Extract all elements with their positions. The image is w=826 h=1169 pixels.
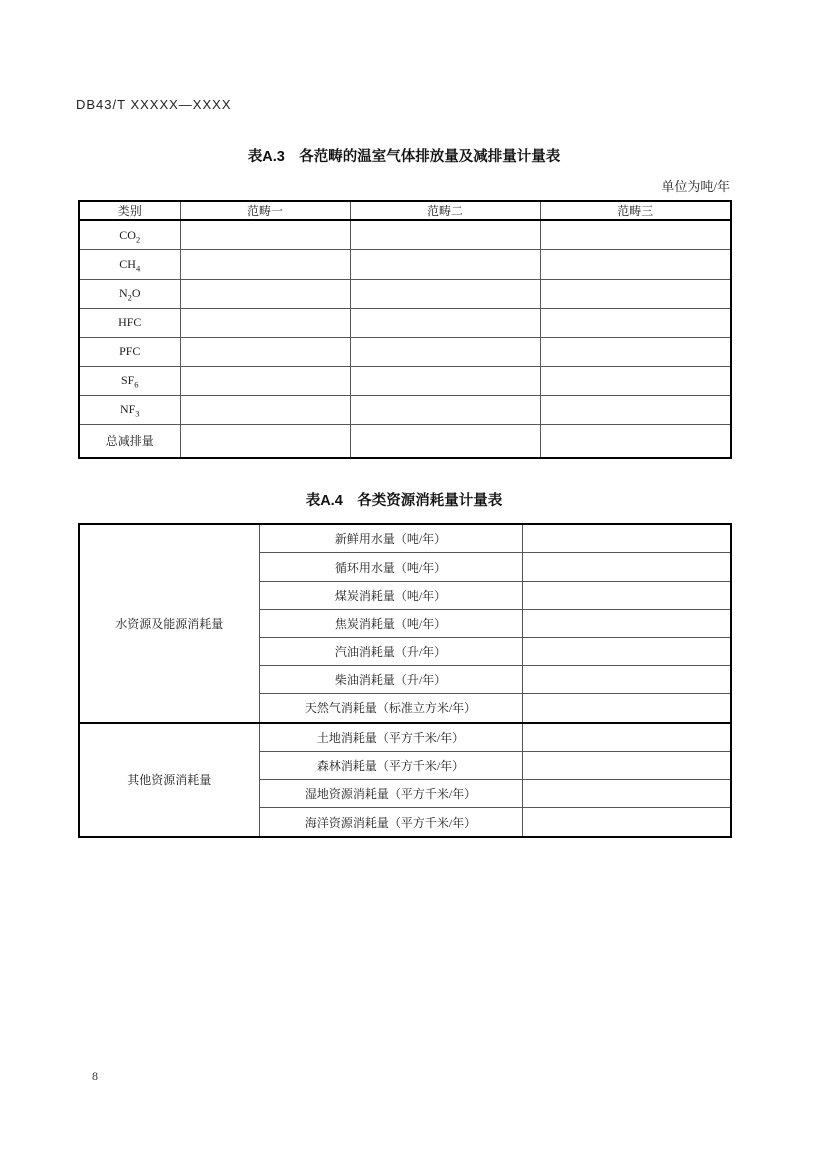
value-cell — [180, 279, 350, 308]
value-cell — [540, 250, 731, 279]
resource-label-cell: 焦炭消耗量（吨/年） — [259, 609, 522, 637]
table-row — [79, 308, 731, 337]
value-cell — [522, 553, 731, 581]
value-cell — [350, 220, 540, 250]
gas-label-cell: $NF_3$ — [79, 395, 180, 424]
value-cell — [540, 366, 731, 395]
resource-label-cell: 天然气消耗量（标准立方米/年） — [259, 694, 522, 723]
table-row — [79, 337, 731, 366]
gas-label-cell: $N_2O$ — [79, 279, 180, 308]
resource-label-cell: 汽油消耗量（升/年） — [259, 637, 522, 665]
table-a3-header-row — [79, 201, 731, 220]
value-cell — [522, 780, 731, 808]
table-a3 — [78, 200, 732, 459]
value-cell — [522, 609, 731, 637]
column-header-scope2: 范畴二 — [350, 201, 540, 220]
value-cell — [350, 395, 540, 424]
column-header-scope1: 范畴一 — [180, 201, 350, 220]
total-reduction-label-cell: 总减排量 — [79, 424, 180, 458]
group-label-other-resources: 其他资源消耗量 — [79, 723, 259, 837]
value-cell — [180, 220, 350, 250]
value-cell — [180, 424, 350, 458]
value-cell — [522, 637, 731, 665]
table-row — [79, 524, 731, 553]
value-cell — [522, 694, 731, 723]
gas-label-cell: $CH_4$ — [79, 250, 180, 279]
group-label-water-energy: 水资源及能源消耗量 — [79, 524, 259, 723]
value-cell — [180, 337, 350, 366]
value-cell — [540, 424, 731, 458]
table-row — [79, 250, 731, 279]
gas-label-cell: $SF_6$ — [79, 366, 180, 395]
table-a3-title: 表A.3 各范畴的温室气体排放量及减排量计量表 — [247, 149, 561, 165]
page-number: 8 — [92, 1069, 98, 1083]
value-cell — [180, 395, 350, 424]
value-cell — [522, 524, 731, 553]
resource-label-cell: 海洋资源消耗量（平方千米/年） — [259, 808, 522, 837]
table-a3-unit-note: 单位为吨/年 — [661, 179, 730, 194]
gas-label-cell: $CO_2$ — [79, 220, 180, 250]
resource-label-cell: 新鲜用水量（吨/年） — [259, 524, 522, 553]
value-cell — [350, 424, 540, 458]
resource-label-cell: 柴油消耗量（升/年） — [259, 666, 522, 694]
resource-label-cell: 煤炭消耗量（吨/年） — [259, 581, 522, 609]
value-cell — [350, 279, 540, 308]
value-cell — [180, 250, 350, 279]
document-code: DB43/T XXXXX—XXXX — [76, 97, 232, 112]
table-row — [79, 279, 731, 308]
value-cell — [540, 220, 731, 250]
value-cell — [350, 366, 540, 395]
table-row — [79, 424, 731, 458]
value-cell — [350, 337, 540, 366]
table-row — [79, 723, 731, 752]
gas-label-cell: HFC — [79, 308, 180, 337]
value-cell — [350, 250, 540, 279]
table-a4 — [78, 523, 732, 838]
resource-label-cell: 森林消耗量（平方千米/年） — [259, 752, 522, 780]
value-cell — [540, 308, 731, 337]
column-header-scope3: 范畴三 — [540, 201, 731, 220]
value-cell — [540, 279, 731, 308]
table-a4-title: 表A.4 各类资源消耗量计量表 — [305, 493, 503, 509]
table-row — [79, 366, 731, 395]
value-cell — [522, 723, 731, 752]
table-row — [79, 220, 731, 250]
value-cell — [522, 808, 731, 837]
value-cell — [540, 337, 731, 366]
gas-label-cell: PFC — [79, 337, 180, 366]
value-cell — [522, 666, 731, 694]
resource-label-cell: 湿地资源消耗量（平方千米/年） — [259, 780, 522, 808]
value-cell — [180, 366, 350, 395]
value-cell — [540, 395, 731, 424]
value-cell — [350, 308, 540, 337]
table-row — [79, 395, 731, 424]
resource-label-cell: 循环用水量（吨/年） — [259, 553, 522, 581]
value-cell — [180, 308, 350, 337]
value-cell — [522, 581, 731, 609]
column-header-category: 类别 — [79, 201, 180, 220]
resource-label-cell: 土地消耗量（平方千米/年） — [259, 723, 522, 752]
value-cell — [522, 752, 731, 780]
